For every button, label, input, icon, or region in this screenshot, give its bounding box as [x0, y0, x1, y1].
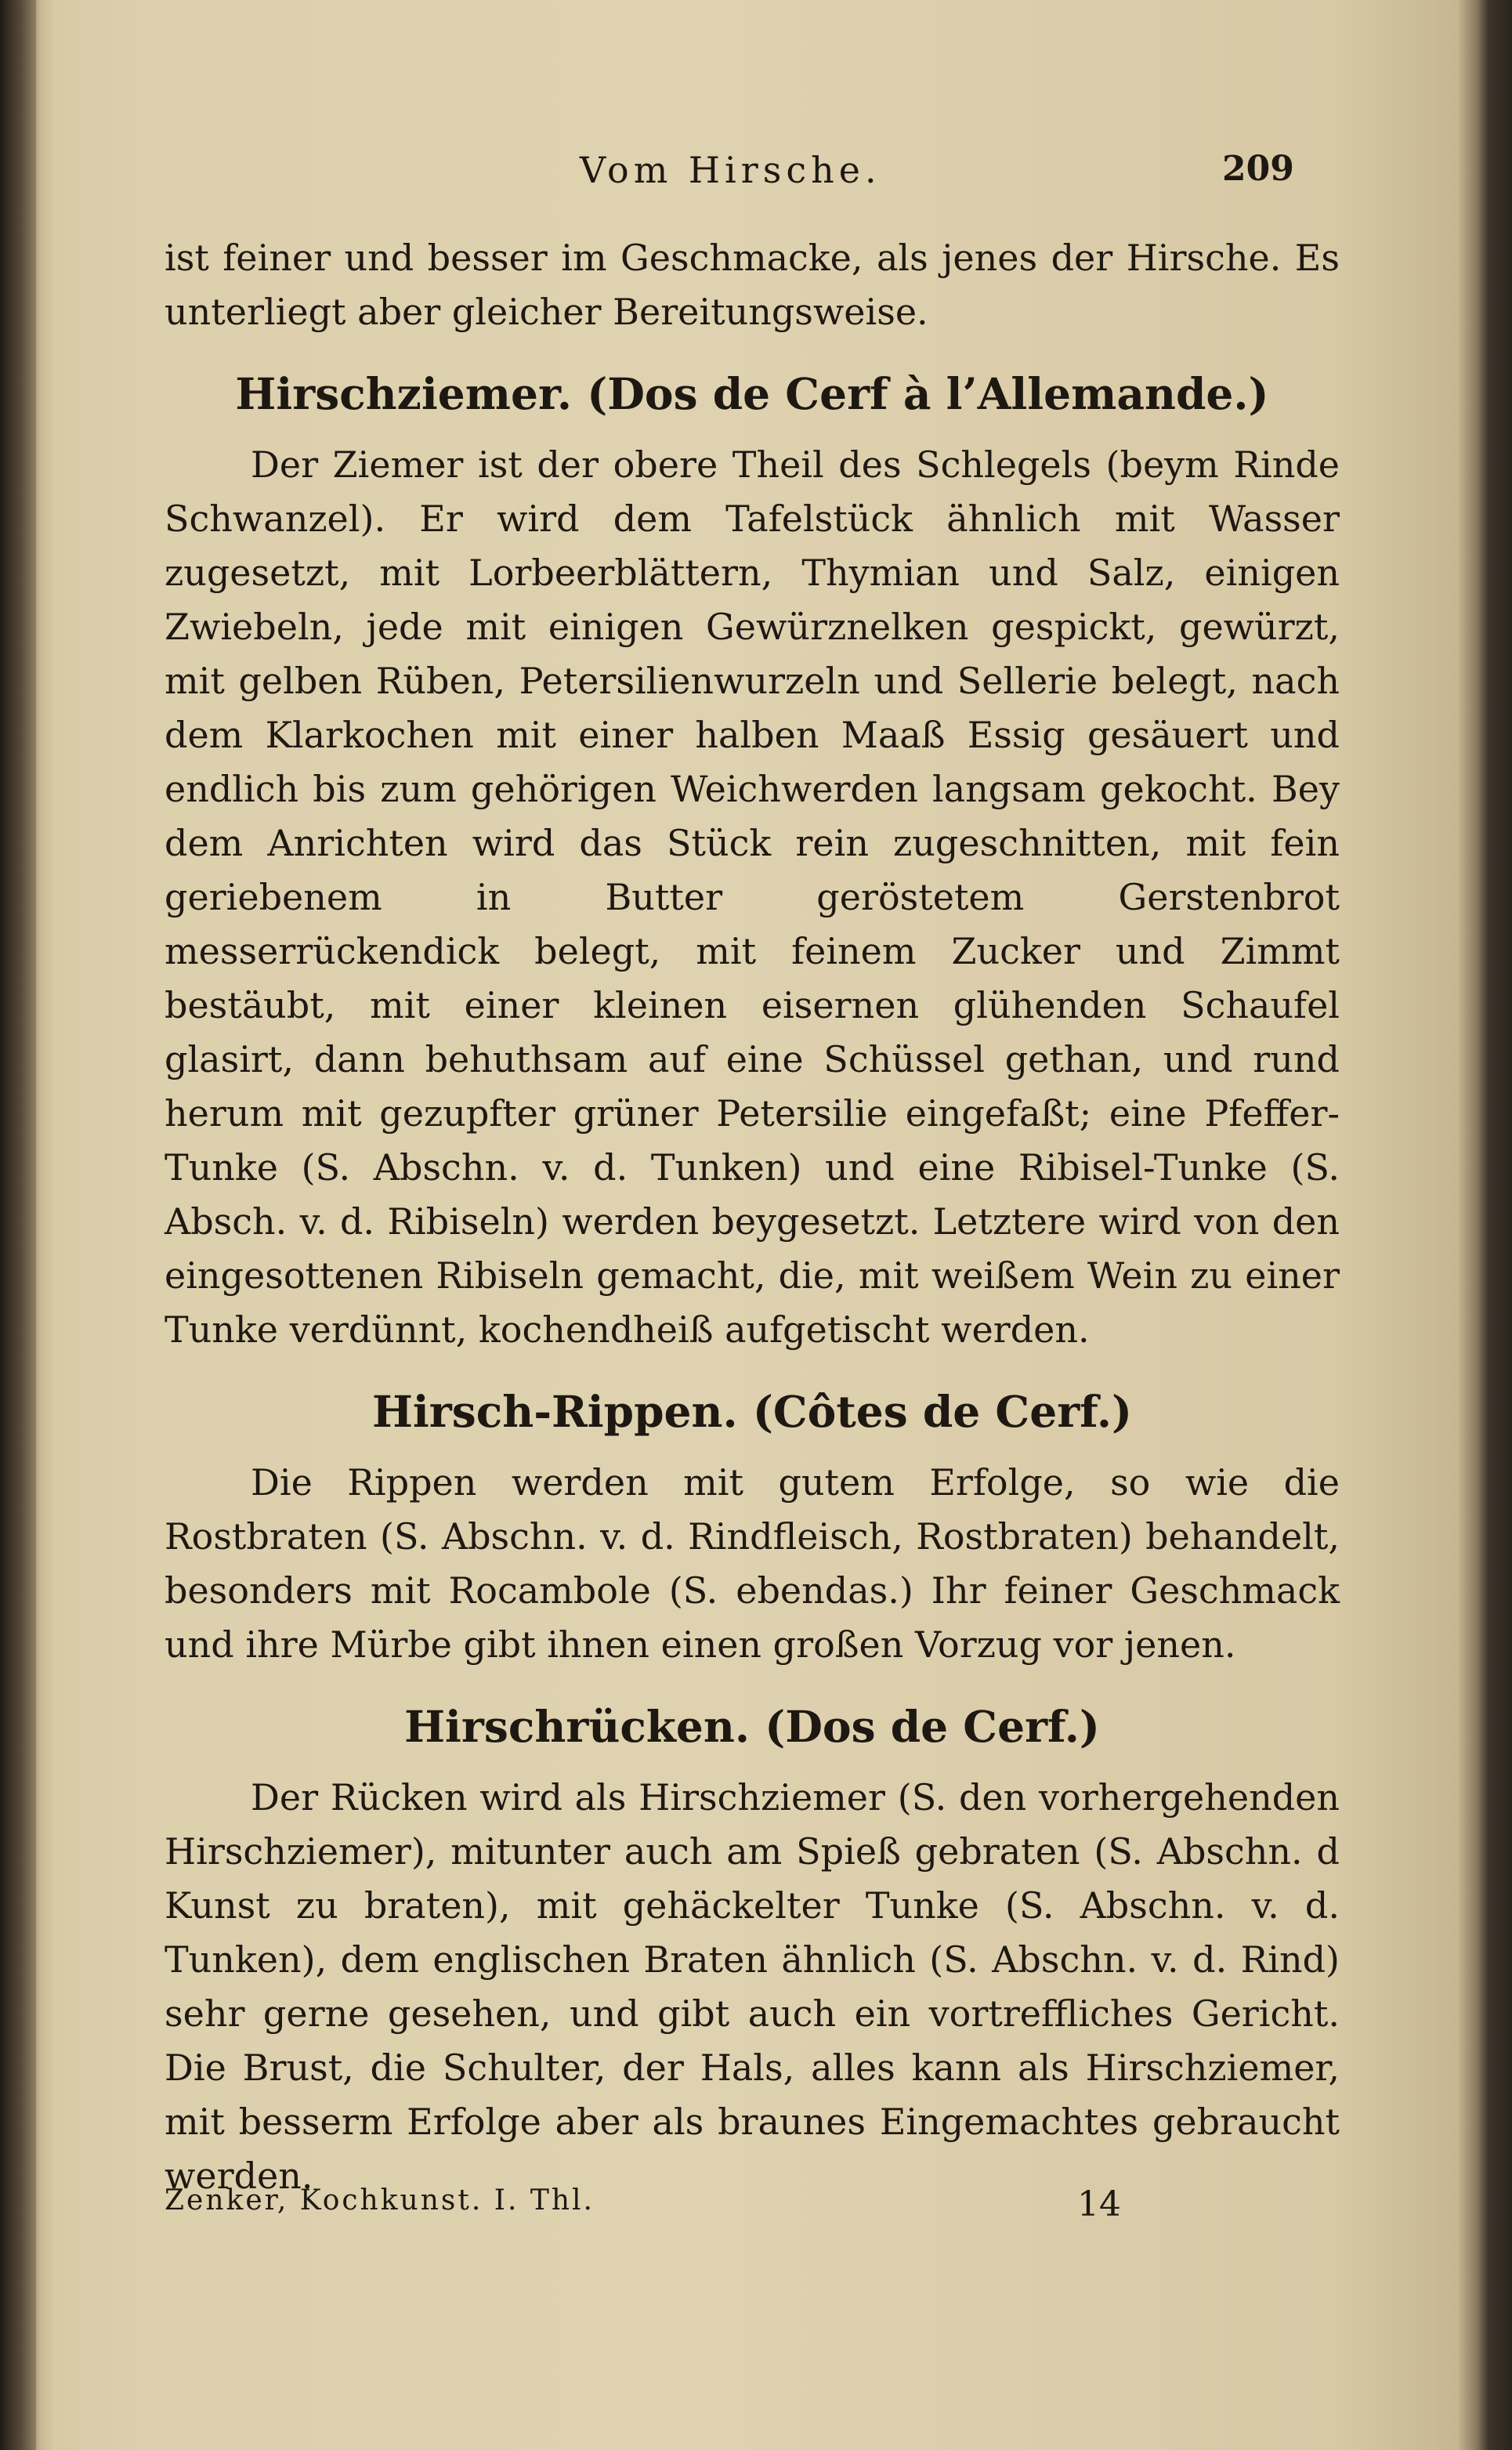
page-header: [47, 149, 1294, 212]
section-heading-hirschziemer: Hirschziemer. (Dos de Cerf à l’Allemande.): [235, 368, 1269, 419]
page-number: 209: [1222, 149, 1294, 189]
running-head: Vom Hirsche.: [580, 149, 881, 191]
section-heading-hirschruecken: Hirschrücken. (Dos de Cerf.): [404, 1701, 1100, 1752]
book-page: [47, 31, 1473, 2429]
section-text-hirsch-rippen: Die Rippen werden mit gutem Erfolge, so wie die Rostbraten (S. Abschn. v. d. Rindfleisch, Rostbraten) behandelt, besonders mit Rocambole (S. ebendas.) Ihr feiner Geschmack und ihre Mürbe gibt ihnen einen großen Vorzug vor jenen.: [165, 1461, 1340, 1666]
intro-paragraph: ist feiner und besser im Geschmacke, als jenes der Hirsche. Es unterliegt aber gleicher Bereitungsweise.: [165, 237, 1340, 333]
page-footer: [165, 2184, 1340, 2247]
previous-page-edge: [0, 0, 36, 2450]
section-text-hirschruecken: Der Rücken wird als Hirschziemer (S. den vorhergehenden Hirschziemer), mitunter auch am Spieß gebraten (S. Abschn. d Kunst zu braten), mit gehäckelter Tunke (S. Abschn. v. d. Tunken), dem englischen Braten ähnlich (S. Abschn. v. d. Rind) sehr gerne gesehen, und gibt auch ein vortreffliches Gericht. Die Brust, die Schulter, der Hals, alles kann als Hirschziemer, mit besserm Erfolge aber als braunes Eingemachtes gebraucht werden.: [165, 1776, 1340, 2197]
page-body: [165, 231, 1340, 2203]
section-heading-hirsch-rippen: Hirsch-Rippen. (Côtes de Cerf.): [371, 1386, 1133, 1437]
sheet-mark: 14: [1077, 2184, 1121, 2224]
printer-signature: Zenker, Kochkunst. I. Thl.: [165, 2184, 595, 2217]
section-text-hirschziemer: Der Ziemer ist der obere Theil des Schlegels (beym Rinde Schwanzel). Er wird dem Tafelstück ähnlich mit Wasser zugesetzt, mit Lorbeerblättern, Thymian und Salz, einigen Zwiebeln, jede mit einigen Gewürznelken gespickt, gewürzt, mit gelben Rüben, Petersilienwurzeln und Sellerie belegt, nach dem Klarkochen mit einer halben Maaß Essig gesäuert und endlich bis zum gehörigen Weichwerden langsam gekocht. Bey dem Anrichten wird das Stück rein zugeschnitten, mit fein geriebenem in Butter geröstetem Gerstenbrot messerrückendick belegt, mit feinem Zucker und Zimmt bestäubt, mit einer kleinen eisernen glühenden Schaufel glasirt, dann behuthsam auf eine Schüssel gethan, und rund herum mit gezupfter grüner Petersilie eingefaßt; eine Pfeffer-Tunke (S. Abschn. v. d. Tunken) und eine Ribisel-Tunke (S. Absch. v. d. Ribiseln) werden beygesetzt. Letztere wird von den eingesottenen Ribiseln gemacht, die, mit weißem Wein zu einer Tunke verdünnt, kochendheiß aufgetischt werden.: [165, 443, 1340, 1351]
